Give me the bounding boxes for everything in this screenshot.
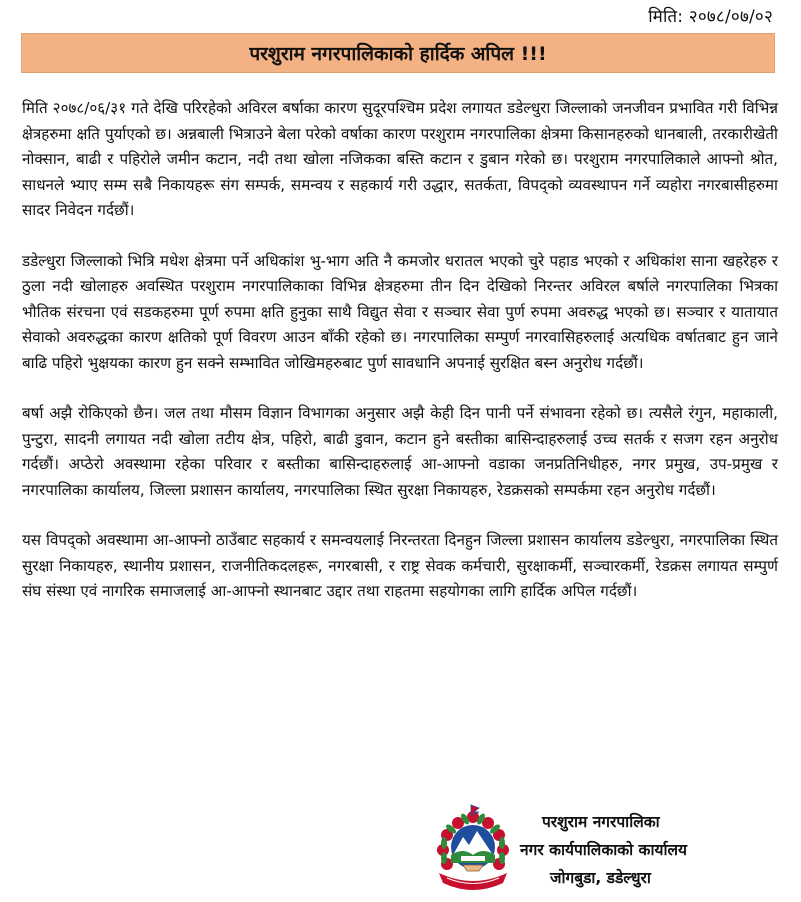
appeal-body	[22, 96, 778, 630]
signature-office-type: नगर कार्यपालिकाको कार्यालय	[520, 841, 687, 859]
nepal-government-emblem-icon	[433, 803, 513, 893]
paragraph-2: डडेल्धुरा जिल्लाको भित्रि मधेश क्षेत्रमा पर्ने अधिकांश भु-भाग अति नै कमजोर धरातल भएको चुरे पहाड भएको र अधिकांश साना खहरेहरु र ठुला नदी खोलाहरु अवस्थित परशुराम नगरपालिकाका विभिन्न क्षेत्रहरुमा तीन दिन देखिको निरन्तर अविरल बर्षाले नगरपालिका भित्रका भौतिक संरचना एवं सडकहरुमा पूर्ण रुपमा क्षति हुनुका साथै विद्युत सेवा र सञ्चार सेवा पुर्ण रुपमा अवरुद्ध भएको छ। सञ्चार र यातायात सेवाको अवरुद्धका कारण क्षतिको पूर्ण विवरण आउन बाँकी रहेको छ। नगरपालिका सम्पुर्ण नगरवासिहरुलाई अत्यधिक वर्षातबाट हुन जाने बाढि पहिरो भुक्षयका कारण हुन सक्ने सम्भावित जोखिमहरुबाट पुर्ण सावधानि अपनाई सुरक्षित बस्न अनुरोध गर्दछौं।	[22, 251, 779, 372]
date-line: मिति: २०७८/०७/०२	[648, 7, 773, 27]
paragraph-1: मिति २०७८/०६/३१ गते देखि परिरहेको अविरल बर्षाका कारण सुदूरपश्चिम प्रदेश लगायत डडेल्धुरा जिल्लाको जनजीवन प्रभावित गरी विभिन्न क्षेत्रहरुमा क्षति पुर्याएको छ। अन्नबाली भित्राउने बेला परेको वर्षाका कारण परशुराम नगरपालिका क्षेत्रमा किसानहरुको धानबाली, तरकारीखेती नोक्सान, बाढी र पहिरोले जमीन कटान, नदी तथा खोला नजिकका बस्ति कटान र डुबान गरेको छ। परशुराम नगरपालिकाले आफ्नो श्रोत, साधनले भ्याए सम्म सबै निकायहरू संग सम्पर्क, समन्वय र सहकार्य गरी उद्धार, सतर्कता, विपद्को व्यवस्थापन गर्ने व्यहोरा नगरबासीहरुमा सादर निवेदन गर्दछौं।	[22, 99, 778, 219]
signature-block	[520, 808, 760, 892]
page-title: परशुराम नगरपालिकाको हार्दिक अपिल !!!	[249, 43, 547, 65]
title-banner	[21, 33, 775, 73]
paragraph-4: यस विपद्को अवस्थामा आ-आफ्नो ठाउँबाट सहकार्य र समन्वयलाई निरन्तरता दिनहुन जिल्ला प्रशासन कार्यालय डडेल्धुरा, नगरपालिका स्थित सुरक्षा निकायहरु, स्थानीय प्रशासन, राजनीतिकदलहरू, नगरबासी, र राष्ट्र सेवक कर्मचारी, सुरक्षाकर्मी, सञ्चारकर्मी, रेडक्रस लगायत सम्पुर्ण संघ संस्था एवं नागरिक समाजलाई आ-आफ्नो स्थानबाट उद्दार तथा राहतमा सहयोगका लागि हार्दिक अपिल गर्दछौं।	[22, 531, 778, 600]
signature-office-name: परशुराम नगरपालिका	[542, 813, 660, 831]
signature-address: जोगबुडा, डडेल्धुरा	[550, 869, 651, 887]
paragraph-3: बर्षा अझै रोकिएको छैन। जल तथा मौसम विज्ञान विभागका अनुसार अझै केही दिन पानी पर्ने संभावना रहेको छ। त्यसैले रंगुन, महाकाली, पुन्टुरा, सादनी लगायत नदी खोला तटीय क्षेत्र, पहिरो, बाढी डुवान, कटान हुने बस्तीका बासिन्दाहरुलाई उच्च सतर्क र सजग रहन अनुरोध गर्दछौं। अप्ठेरो अवस्थामा रहेका परिवार र बस्तीका बासिन्दाहरुलाई आ-आफ्नो वडाका जनप्रतिनिधीहरु, नगर प्रमुख, उप-प्रमुख र नगरपालिका कार्यालय, जिल्ला प्रशासन कार्यालय, नगरपालिका स्थित सुरक्षा निकायहरु, रेडक्रसको सम्पर्कमा रहन अनुरोध गर्दछौं।	[22, 404, 778, 499]
